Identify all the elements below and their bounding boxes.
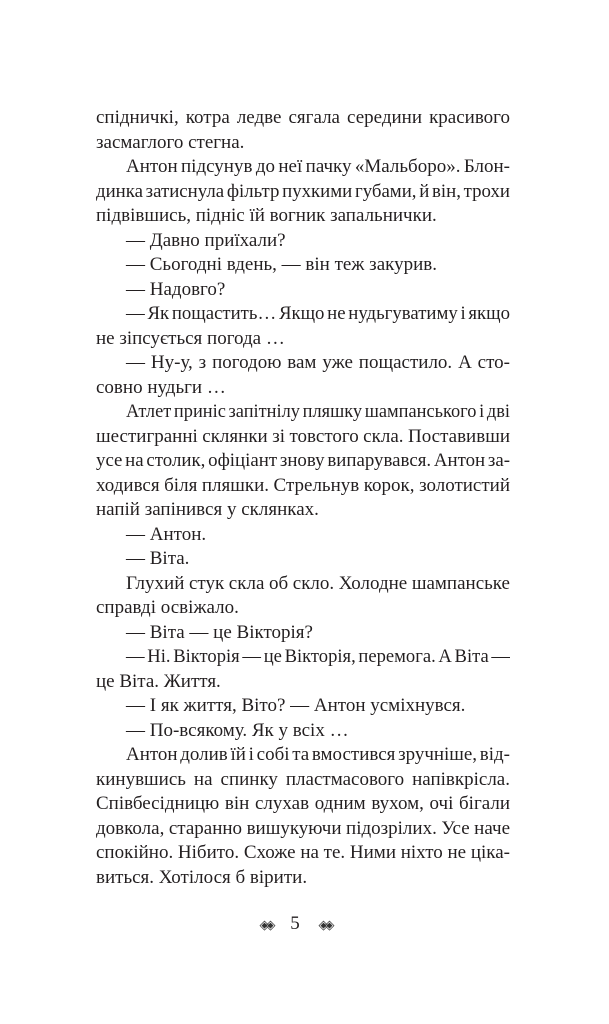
text-line [96, 792, 510, 817]
text-line [96, 645, 510, 670]
text-line-content: — Антон. [126, 523, 207, 545]
text-line [96, 351, 510, 376]
text-line [96, 670, 510, 695]
text-line-content: усе на столик, офіціант знову випарувався. Антон за- [96, 450, 510, 471]
text-line-content: шестигранні склянки зі товстого скла. Поставивши [96, 425, 510, 447]
text-line [96, 866, 510, 891]
text-line-content: — І як життя, Віто? — Антон усміхнувся. [126, 695, 466, 716]
text-line-content: — Ну-у, з погодою вам уже пощастило. А сто- [126, 352, 510, 373]
text-line [96, 302, 510, 327]
right-ornament-icon: ◈◈ [318, 916, 331, 932]
text-line-content: це Віта. Життя. [96, 670, 221, 692]
text-line [96, 278, 510, 303]
text-line [96, 523, 510, 548]
text-line [96, 180, 510, 205]
text-line-content: совно нудьги … [96, 376, 226, 398]
text-line [96, 204, 510, 229]
text-line [96, 376, 510, 401]
text-line [96, 743, 510, 768]
text-line-content: — Віта — це Вікторія? [126, 621, 313, 643]
text-line [96, 155, 510, 180]
text-line [96, 547, 510, 572]
text-line [96, 694, 510, 719]
text-line [96, 327, 510, 352]
text-line [96, 229, 510, 254]
text-line-content: — По-всякому. Як у всіх … [126, 719, 349, 741]
text-line [96, 131, 510, 156]
text-line [96, 449, 510, 474]
text-line-content: кинувшись на спинку пластмасового напівкрісла. [96, 768, 510, 790]
text-line-content: ходився біля пляшки. Стрельнув корок, золотистий [96, 474, 510, 496]
text-line [96, 498, 510, 523]
text-line [96, 474, 510, 499]
text-line-content: Антон долив їй і собі та вмостився зручніше, від- [126, 744, 510, 765]
text-line [96, 106, 510, 131]
text-line [96, 817, 510, 842]
text-line [96, 425, 510, 450]
text-line [96, 621, 510, 646]
page-body-text [96, 106, 510, 890]
text-line-content: спідничкі, котра ледве сягала середини красивого [96, 107, 510, 128]
text-line-content: — Як пощастить… Якщо не нудьгуватиму і якщо [126, 303, 510, 324]
text-line-content: — Віта. [126, 548, 190, 569]
text-line-content: Глухий стук скла об скло. Холодне шампанське [126, 572, 510, 594]
text-line-content: Антон підсунув до неї пачку «Мальборо». Блон- [126, 156, 510, 177]
text-line-content: справді освіжало. [96, 597, 239, 618]
text-line-content: — Сьогодні вдень, — він теж закурив. [126, 254, 437, 275]
text-line-content: спокійно. Нібито. Схоже на те. Ними ніхто не ціка- [96, 842, 510, 863]
text-line [96, 253, 510, 278]
text-line [96, 768, 510, 793]
text-line [96, 596, 510, 621]
page-footer [0, 912, 590, 937]
text-line-content: Атлет приніс запітнілу пляшку шампанського і дві [126, 401, 510, 422]
page-number: 5 [290, 913, 300, 934]
text-line-content: підвівшись, підніс їй вогник запальнички. [96, 205, 437, 226]
left-ornament-icon: ◈◈ [259, 916, 272, 932]
text-line [96, 572, 510, 597]
text-line-content: — Надовго? [126, 278, 226, 300]
text-line-content: динка затиснула фільтр пухкими губами, й він, трохи [96, 180, 510, 202]
text-line [96, 400, 510, 425]
text-line-content: напій запінився у склянках. [96, 499, 319, 520]
text-line-content: виться. Хотілося б вірити. [96, 866, 308, 888]
text-line-content: довкола, старанно вишукуючи підозрілих. Усе наче [96, 817, 510, 839]
text-line [96, 841, 510, 866]
text-line-content: не зіпсується погода … [96, 327, 285, 349]
text-line-content: засмаглого стегна. [96, 131, 245, 153]
text-line-content: — Ні. Вікторія — це Вікторія, перемога. А Віта — [126, 646, 510, 667]
text-line-content: — Давно приїхали? [126, 229, 286, 251]
text-line-content: Співбесідницю він слухав одним вухом, очі бігали [96, 793, 510, 814]
text-line [96, 719, 510, 744]
